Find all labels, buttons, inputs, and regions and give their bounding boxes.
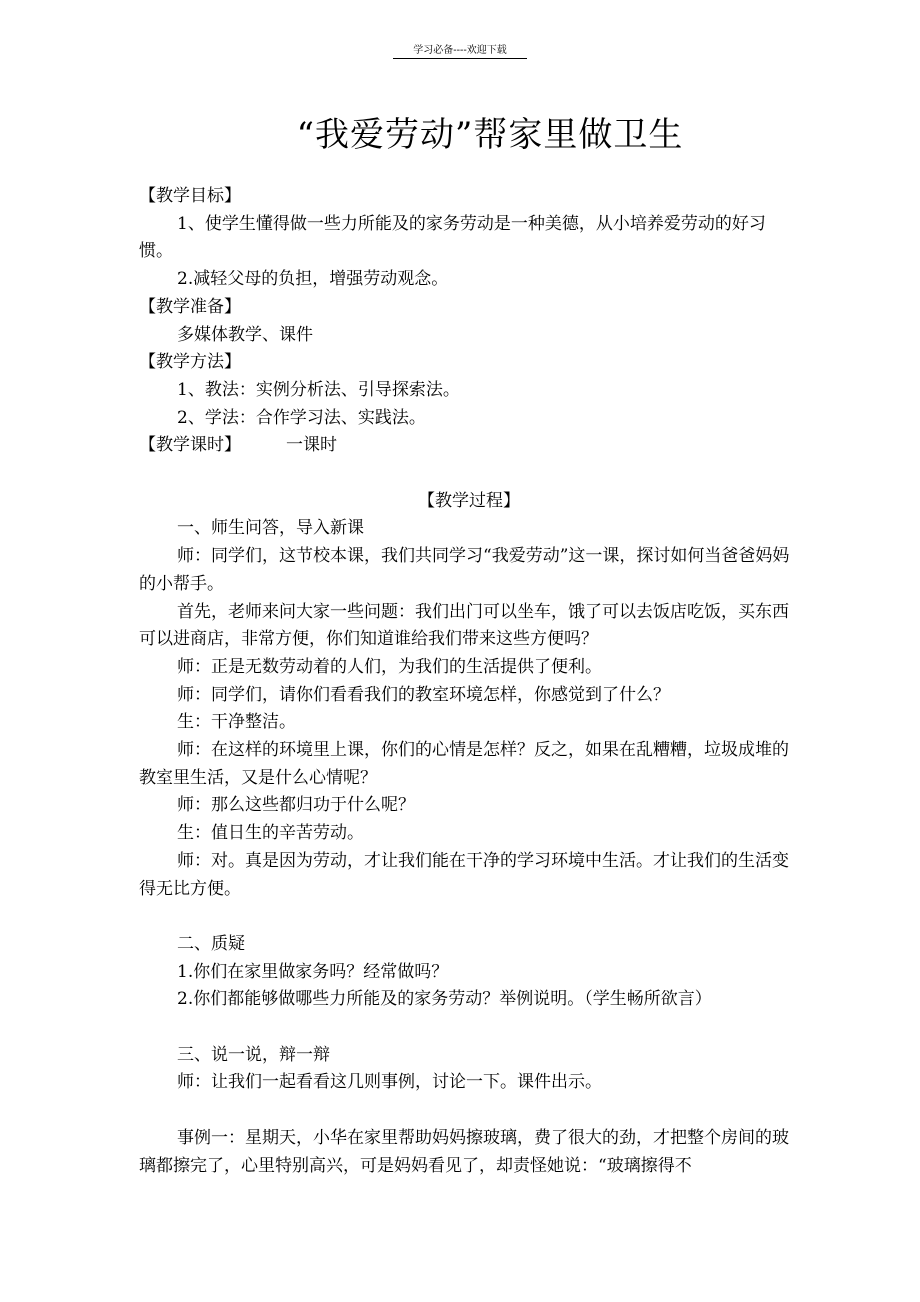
spacer — [139, 1097, 799, 1125]
hours-value: 一课时 — [286, 435, 337, 456]
hours-line — [139, 432, 799, 460]
preparation-heading: 【教学准备】 — [139, 296, 241, 317]
section2-item-2: 2.你们都能够做哪些力所能及的家务劳动？举例说明。（学生畅所欲言） — [177, 989, 712, 1010]
section1-paragraph: 师：同学们，请你们看看我们的教室环境怎样，你感觉到了什么？ — [177, 684, 670, 705]
methods-item-2: 2、学法：合作学习法、实践法。 — [177, 407, 426, 428]
header-underline — [393, 58, 527, 59]
spacer — [139, 460, 799, 488]
goals-item-2: 2.减轻父母的负担，增强劳动观念。 — [177, 269, 449, 290]
preparation-text: 多媒体教学、课件 — [177, 324, 313, 345]
page-header: 学习必备----欢迎下载 — [413, 45, 507, 56]
section1-paragraph: 师：同学们，这节校本课，我们共同学习“我爱劳动”这一课，探讨如何当爸爸妈妈的小帮手。 — [139, 546, 790, 594]
hours-heading: 【教学课时】 — [139, 435, 241, 456]
section1-paragraph: 生：干净整洁。 — [177, 712, 296, 733]
document-body — [139, 183, 799, 1180]
process-heading: 【教学过程】 — [418, 490, 520, 511]
spacer — [139, 1014, 799, 1042]
goals-item-1: 1、使学生懂得做一些力所能及的家务劳动是一种美德，从小培养爱劳动的好习惯。 — [139, 213, 766, 262]
section3-title: 三、说一说，辩一辩 — [177, 1044, 330, 1065]
section1-paragraph: 师：那么这些都归功于什么呢？ — [177, 795, 415, 816]
section3-intro: 师：让我们一起看看这几则事例，讨论一下。课件出示。 — [177, 1072, 602, 1093]
spacer — [139, 903, 799, 931]
methods-item-1: 1、教法：实例分析法、引导探索法。 — [177, 379, 460, 400]
section1-paragraph: 师：正是无数劳动着的人们，为我们的生活提供了便利。 — [177, 656, 602, 677]
section2-item-1: 1.你们在家里做家务吗？经常做吗？ — [177, 961, 449, 982]
section3-example-1: 事例一：星期天，小华在家里帮助妈妈擦玻璃，费了很大的劲，才把整个房间的玻璃都擦完了，心里特别高兴，可是妈妈看见了，却责怪她说：“玻璃擦得不 — [139, 1127, 789, 1176]
section1-paragraph: 生：值日生的辛苦劳动。 — [177, 823, 364, 844]
section1-paragraph: 首先，老师来问大家一些问题：我们出门可以坐车，饿了可以去饭店吃饭，买东西可以进商店，非常方便，你们知道谁给我们带来这些方便吗？ — [139, 601, 789, 650]
section1-title: 一、师生问答，导入新课 — [177, 518, 364, 539]
section2-title: 二、质疑 — [177, 933, 245, 954]
section1-paragraph: 师：对。真是因为劳动，才让我们能在干净的学习环境中生活。才让我们的生活变得无比方便。 — [139, 850, 789, 899]
methods-heading: 【教学方法】 — [139, 352, 241, 373]
document-title: “我爱劳动”帮家里做卫生 — [296, 115, 684, 155]
section1-paragraph: 师：在这样的环境里上课，你们的心情是怎样？反之，如果在乱糟糟，垃圾成堆的教室里生活，又是什么心情呢？ — [139, 740, 789, 788]
goals-heading: 【教学目标】 — [139, 186, 241, 206]
